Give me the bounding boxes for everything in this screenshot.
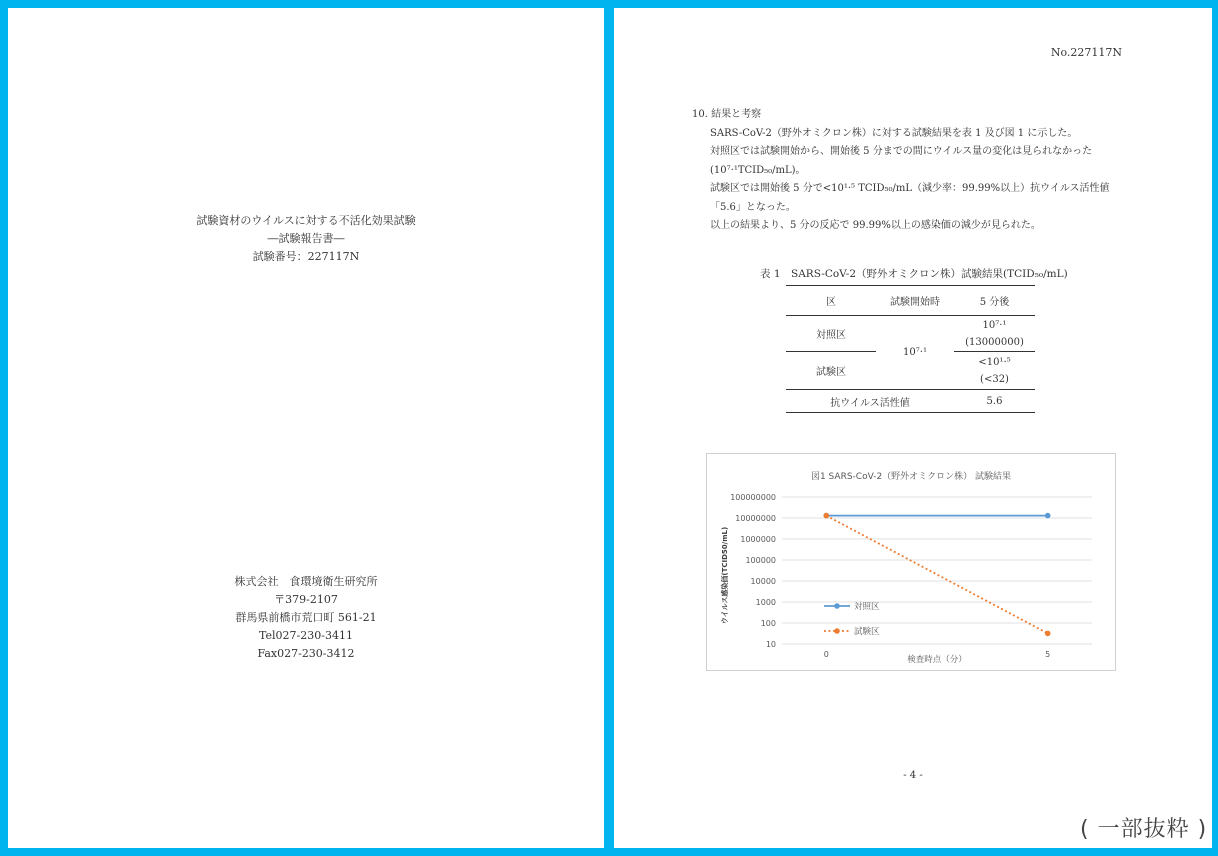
y-tick-label: 100000 <box>745 556 776 565</box>
y-tick-label: 10000 <box>750 577 776 586</box>
y-tick-label: 10000000 <box>735 514 776 523</box>
header-5min: 5 分後 <box>954 286 1035 316</box>
x-tick-label: 0 <box>823 650 829 659</box>
y-tick-label: 10 <box>765 640 776 649</box>
cover-page <box>8 8 604 848</box>
table-header-row <box>786 286 1035 316</box>
chart-title: 図1 SARS-CoV-2（野外オミクロン株） 試験結果 <box>810 472 1012 482</box>
control-5min-value: 10⁷·¹ <box>982 319 1007 331</box>
postal-code: 〒379-2107 <box>274 593 338 606</box>
results-page <box>614 8 1212 848</box>
test-label: 試験区 <box>816 367 846 378</box>
report-title-block <box>8 212 604 266</box>
document-number: No.227117N <box>1050 46 1122 59</box>
paragraph-line: SARS-CoV-2（野外オミクロン株）に対する試験結果を表 1 及び図 1 に示した。 <box>710 127 1078 139</box>
control-5min-cell <box>954 316 1035 352</box>
page-number: - 4 - <box>903 770 923 781</box>
activity-label: 抗ウイルス活性値 <box>786 390 954 413</box>
y-tick-label: 1000000 <box>740 535 776 544</box>
control-label: 対照区 <box>786 316 876 352</box>
paragraph-line: 対照区では試験開始から、開始後 5 分までの間にウイルス量の変化は見られなかった <box>710 146 1093 157</box>
section-heading: 10. 結果と考察 <box>692 109 762 120</box>
header-start: 試験開始時 <box>876 286 954 316</box>
test-number: 試験番号：227117N <box>252 250 360 263</box>
test-5min-raw: (<32) <box>980 373 1009 385</box>
control-5min-raw: (13000000) <box>965 336 1024 348</box>
test-5min-value: <10¹·⁵ <box>978 356 1011 368</box>
table-caption: 表 1 SARS-CoV-2（野外オミクロン株）試験結果(TCID₅₀/mL) <box>760 268 1068 280</box>
address: 群馬県前橋市荒口町 561-21 <box>235 611 377 624</box>
activity-value: 5.6 <box>954 390 1035 413</box>
paragraph-line: (10⁷·¹TCID₅₀/mL)。 <box>710 164 806 176</box>
legend-marker <box>834 628 840 634</box>
results-table <box>786 285 1035 413</box>
start-value: 10⁷·¹ <box>903 347 927 358</box>
data-point <box>823 513 829 519</box>
legend-label: 対照区 <box>854 602 880 612</box>
header-group: 区 <box>786 286 876 316</box>
telephone: Tel027-230-3411 <box>259 629 353 642</box>
report-title: 試験資材のウイルスに対する不活化効果試験 <box>196 214 416 227</box>
y-tick-label: 100000000 <box>730 493 776 502</box>
report-subtitle: ―試験報告書― <box>267 232 345 245</box>
results-section <box>692 106 1152 236</box>
legend-marker <box>834 603 840 609</box>
y-tick-label: 1000 <box>755 598 776 607</box>
table-row-activity <box>786 390 1035 413</box>
series-line-2 <box>826 516 1047 634</box>
fax: Fax027-230-3412 <box>257 647 355 660</box>
data-point <box>1045 631 1051 637</box>
paragraph-line: 試験区では開始後 5 分で<10¹·⁵ TCID₅₀/mL（減少率：99.99%以上）抗ウイルス活性値 <box>710 183 1110 194</box>
x-axis-label: 検査時点（分） <box>907 655 967 665</box>
y-axis-label: ウイルス感染価(TCID50/mL) <box>721 526 729 625</box>
legend-label: 試験区 <box>854 627 880 637</box>
company-block <box>8 573 604 663</box>
company-name: 株式会社 食環境衛生研究所 <box>234 575 378 588</box>
chart-svg <box>707 454 1115 670</box>
data-point <box>1045 513 1051 519</box>
table-row-control <box>786 316 1035 352</box>
paragraph-line: 「5.6」となった。 <box>710 201 796 213</box>
test-5min-cell <box>954 352 1035 390</box>
figure-1-chart <box>706 453 1116 671</box>
excerpt-label: ( 一部抜粋 ) <box>1080 817 1208 842</box>
x-tick-label: 5 <box>1045 650 1051 659</box>
y-tick-label: 100 <box>760 619 776 628</box>
paragraph-line: 以上の結果より、5 分の反応で 99.99%以上の感染価の減少が見られた。 <box>710 220 1041 231</box>
